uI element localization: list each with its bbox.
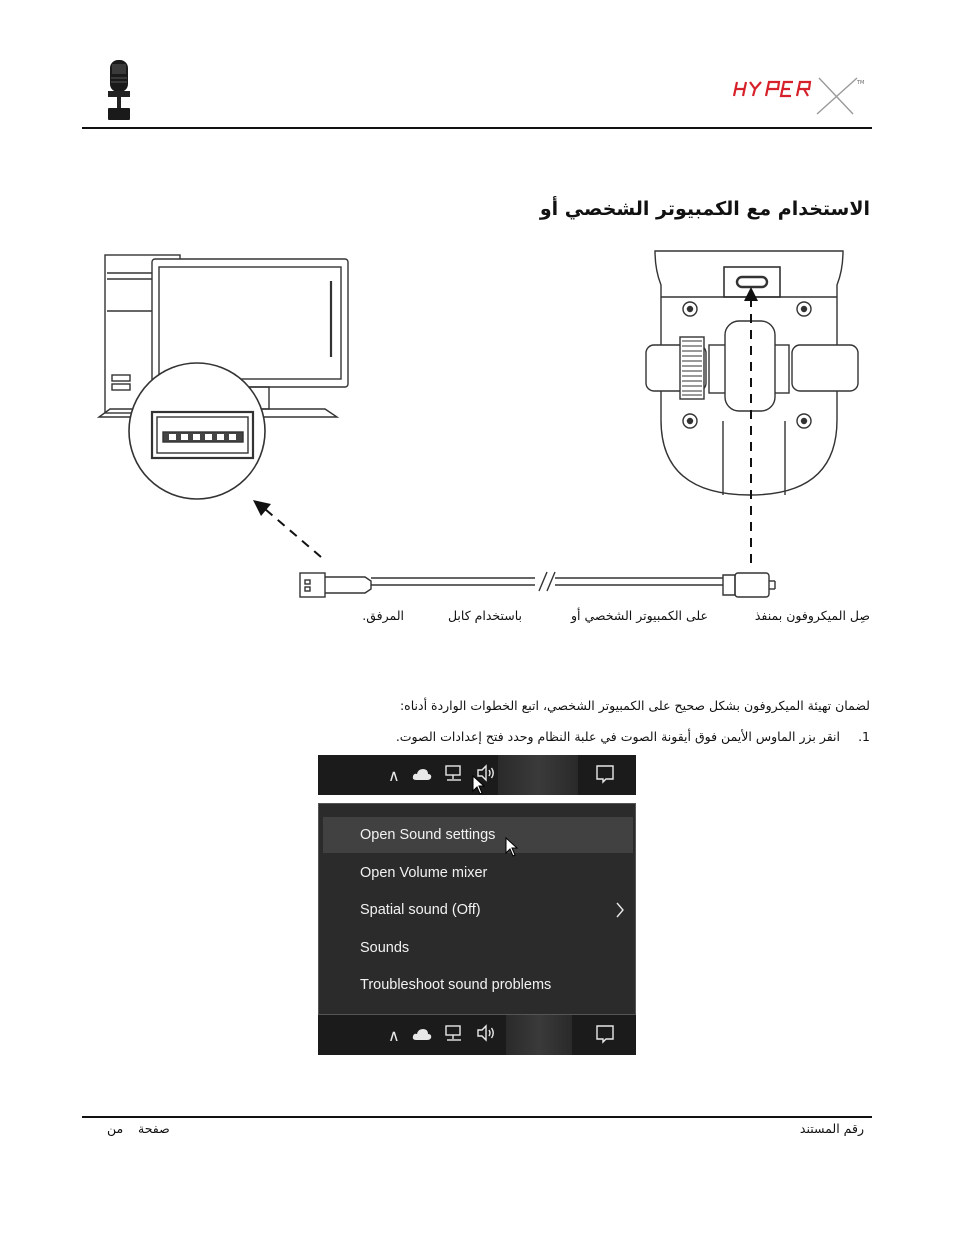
sound-context-menu bbox=[318, 803, 636, 1015]
notification-icon[interactable] bbox=[594, 763, 616, 785]
menu-item-sounds[interactable] bbox=[323, 930, 633, 966]
caption-part-3: باستخدام كابل bbox=[447, 608, 522, 623]
step-1-text: انقر بزر الماوس الأيمن فوق أيقونة الصوت في علبة النظام وحدد فتح إعدادات الصوت. bbox=[395, 729, 840, 744]
network-icon[interactable] bbox=[444, 764, 464, 786]
menu-item-troubleshoot[interactable] bbox=[323, 967, 633, 1003]
taskbar-top bbox=[318, 755, 636, 795]
menu-item-label: Sounds bbox=[360, 940, 410, 956]
system-tray bbox=[388, 1015, 496, 1055]
product-microphone-icon bbox=[100, 58, 140, 124]
menu-item-label: Troubleshoot sound problems bbox=[360, 977, 552, 993]
taskbar-clock-blurred bbox=[498, 755, 578, 795]
footer-page-label: صفحة bbox=[138, 1121, 170, 1136]
step-1-number: 1. bbox=[858, 729, 870, 744]
intro-paragraph: لضمان تهيئة الميكروفون بشكل صحيح على الكمبيوتر الشخصي، اتبع الخطوات الواردة أدناه: bbox=[399, 698, 870, 713]
chevron-up-icon[interactable]: ∧ bbox=[388, 765, 400, 785]
hyperx-logo bbox=[733, 74, 865, 120]
header-rule bbox=[82, 127, 872, 129]
usb-cable-illustration bbox=[300, 572, 775, 597]
speaker-icon[interactable] bbox=[476, 1024, 496, 1046]
caption-part-1: صِل الميكروفون بمنفذ bbox=[754, 608, 870, 623]
menu-item-label: Open Sound settings bbox=[360, 827, 496, 843]
cloud-icon[interactable] bbox=[412, 1026, 432, 1045]
cloud-icon[interactable] bbox=[412, 766, 432, 785]
caption-part-2: على الكمبيوتر الشخصي أو bbox=[571, 608, 708, 623]
taskbar-bottom bbox=[318, 1015, 636, 1055]
notification-icon[interactable] bbox=[594, 1023, 616, 1045]
footer-of-label: من bbox=[107, 1121, 124, 1136]
chevron-up-icon[interactable]: ∧ bbox=[388, 1025, 400, 1045]
svg-text:TM: TM bbox=[857, 80, 865, 86]
caption-part-4: المرفق. bbox=[362, 608, 404, 623]
menu-item-label: Spatial sound (Off) bbox=[360, 902, 481, 918]
menu-item-label: Open Volume mixer bbox=[360, 865, 488, 881]
menu-item-open-sound-settings[interactable] bbox=[323, 817, 633, 853]
menu-item-open-volume-mixer[interactable] bbox=[323, 855, 633, 891]
step-1 bbox=[396, 729, 870, 744]
mouse-cursor-icon bbox=[472, 775, 486, 799]
usb-a-port-magnifier bbox=[129, 363, 265, 499]
footer-document-number: رقم المستند bbox=[799, 1121, 864, 1136]
taskbar-clock-blurred bbox=[506, 1015, 572, 1055]
network-icon[interactable] bbox=[444, 1024, 464, 1046]
menu-item-spatial-sound[interactable] bbox=[323, 892, 633, 928]
section-heading: الاستخدام مع الكمبيوتر الشخصي أو bbox=[539, 198, 870, 220]
connection-diagram bbox=[95, 245, 875, 605]
footer-rule bbox=[82, 1116, 872, 1118]
